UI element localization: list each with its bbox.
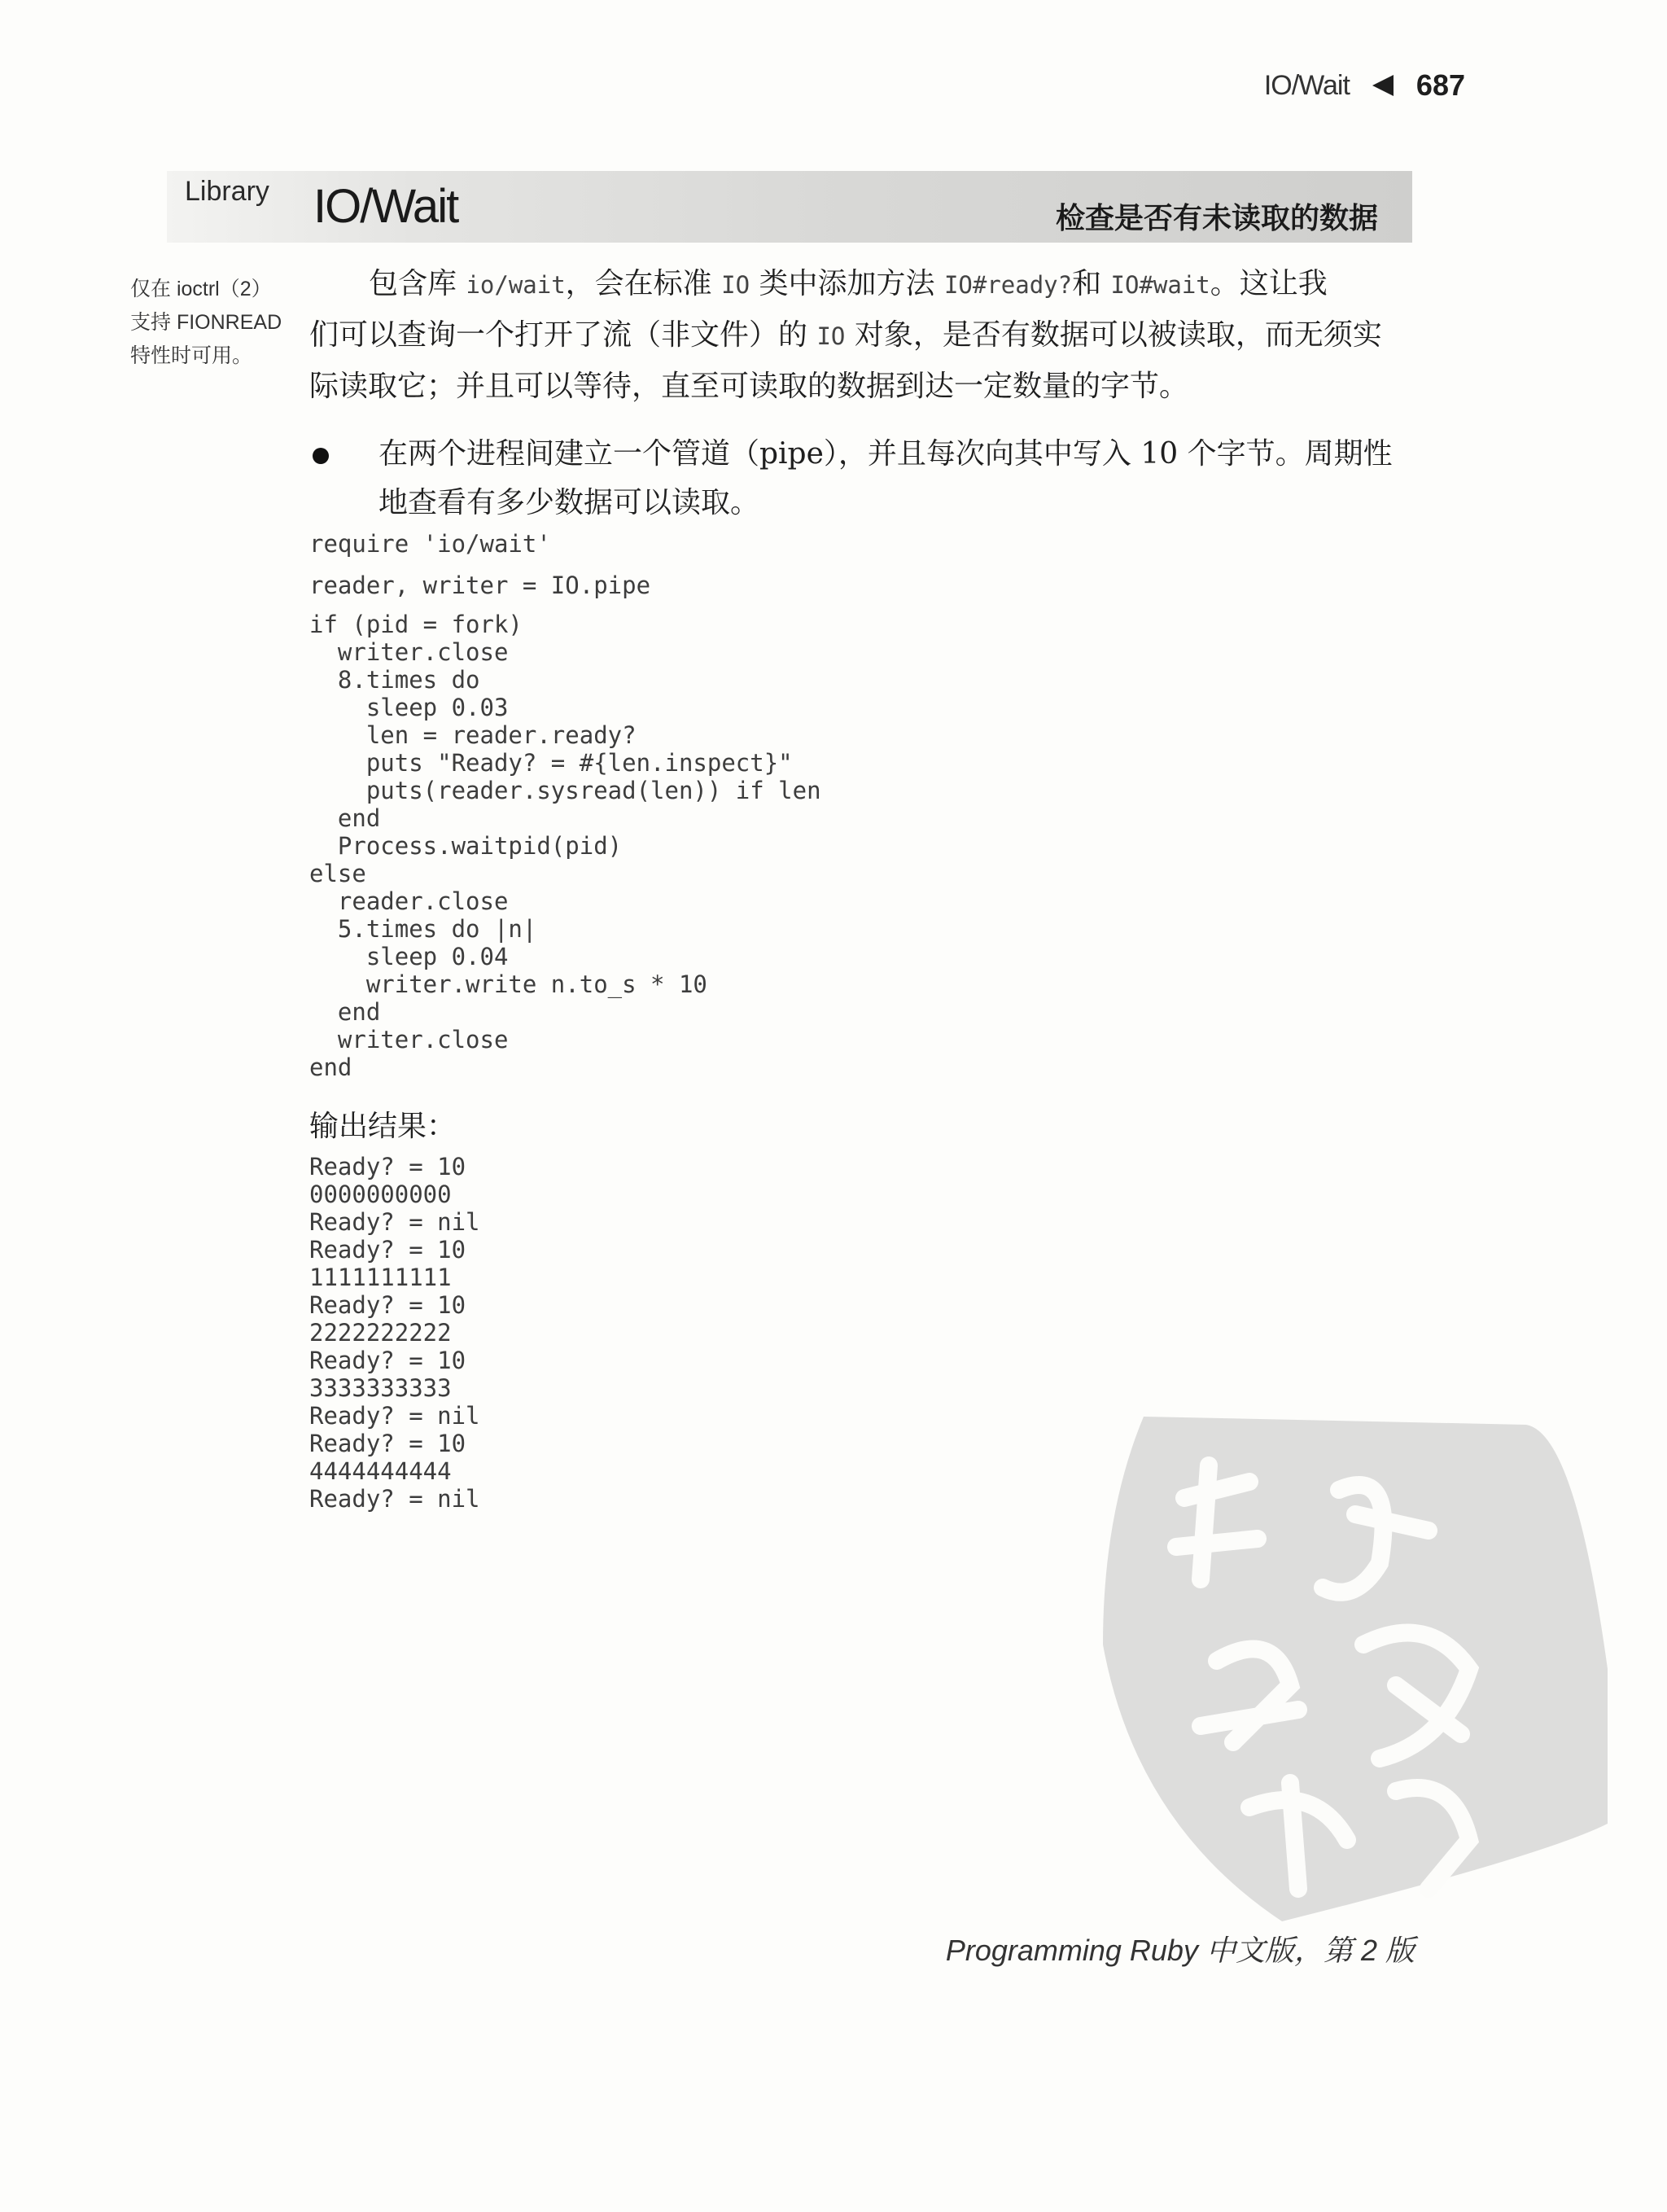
margin-note xyxy=(130,273,305,373)
section-banner xyxy=(167,171,1412,243)
text-run: 和 xyxy=(1072,267,1111,300)
text-run: 包含库 xyxy=(369,267,466,300)
code-pipe: reader, writer = IO.pipe xyxy=(309,572,651,599)
inline-code: IO xyxy=(721,271,750,299)
seal-stamp-watermark xyxy=(1087,1400,1640,1929)
output-block: Ready? = 10 0000000000 Ready? = nil Ready? = 10 1111111111 Ready? = 10 2222222222 Ready? = 10 3333333333 Ready? = nil Ready? = 10 4444444444 Ready? = nil xyxy=(309,1153,480,1513)
running-head xyxy=(1264,68,1465,103)
margin-note-line: 支持 FIONREAD xyxy=(130,311,282,334)
text-run: 们可以查询一个打开了流（非文件）的 xyxy=(309,318,817,352)
page-number: 687 xyxy=(1415,68,1465,102)
intro-line xyxy=(309,310,1433,361)
text-run: 类中添加方法 xyxy=(750,267,944,300)
running-head-title: IO/Wait xyxy=(1263,69,1350,101)
code-require: require 'io/wait' xyxy=(309,530,551,558)
intro-paragraph xyxy=(309,259,1433,412)
margin-note-line: 仅在 ioctrl（2） xyxy=(130,278,272,300)
book-footer: Programming Ruby 中文版，第 2 版 xyxy=(945,1934,1415,1967)
intro-line xyxy=(309,259,1433,310)
text-run: 。这让我 xyxy=(1210,267,1328,300)
bullet-line: 地查看有多少数据可以读取。 xyxy=(378,486,760,519)
left-triangle-icon xyxy=(1372,75,1394,96)
text-run: ，会在标准 xyxy=(565,267,722,300)
library-label: Library xyxy=(185,176,269,207)
output-label: 输出结果： xyxy=(309,1110,457,1143)
inline-code: io/wait xyxy=(466,271,566,299)
bullet-line: 在两个进程间建立一个管道（pipe），并且每次向其中写入 10 个字节。周期性 xyxy=(378,437,1393,471)
inline-code: IO#ready? xyxy=(943,271,1073,299)
section-title: IO/Wait xyxy=(313,180,458,233)
section-description: 检查是否有未读取的数据 xyxy=(1055,201,1378,234)
bullet-dot-icon xyxy=(313,448,329,464)
intro-line: 际读取它；并且可以等待，直至可读取的数据到达一定数量的字节。 xyxy=(309,370,1189,403)
bullet-item xyxy=(309,430,1433,528)
margin-note-line: 特性时可用。 xyxy=(130,344,253,367)
inline-code: IO xyxy=(816,322,846,350)
inline-code: IO#wait xyxy=(1110,271,1210,299)
code-fork-block: if (pid = fork) writer.close 8.times do sleep 0.03 len = reader.ready? puts "Ready? = #{len.inspect}" puts(reader.sysread(len)) if len end Process.waitpid(pid) else reader.close 5.times do |n| sleep 0.04 writer.write n.to_s * 10 end writer.close end xyxy=(309,611,821,1081)
text-run: 对象，是否有数据可以被读取，而无须实 xyxy=(845,318,1382,352)
